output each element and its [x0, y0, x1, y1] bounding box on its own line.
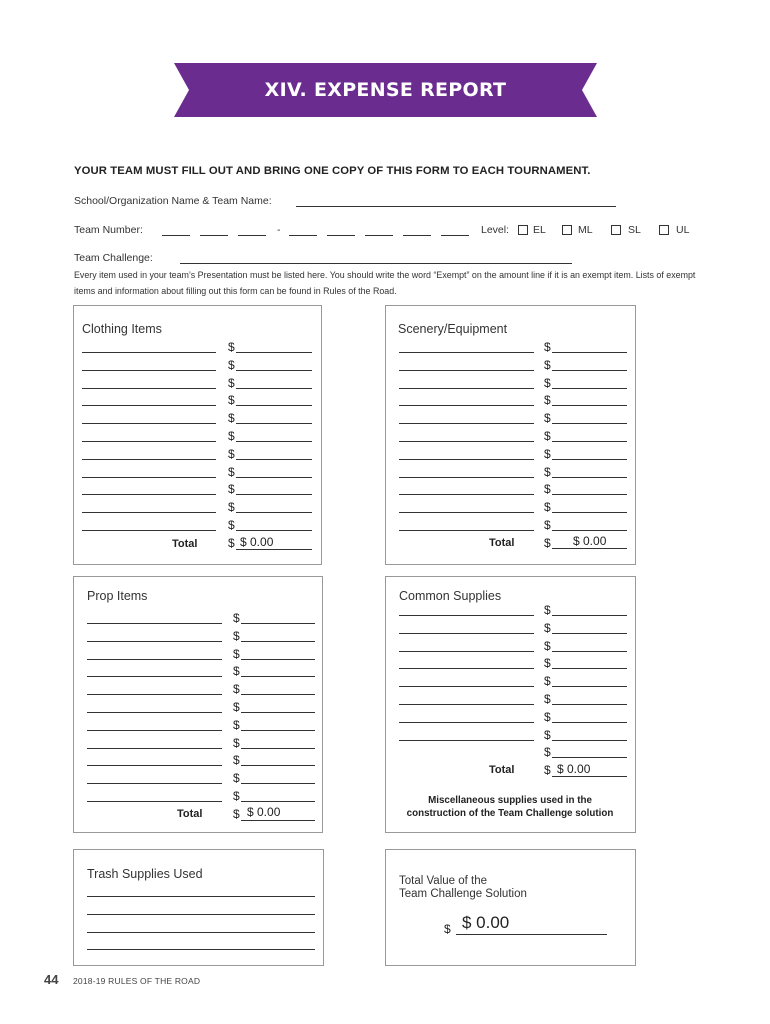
scenery-amount-line[interactable] [552, 423, 627, 424]
common-amount-dollar: $ [544, 674, 551, 689]
common-amount-line[interactable] [552, 633, 627, 634]
clothing-item-line[interactable] [82, 459, 216, 460]
scenery-amount-line[interactable] [552, 352, 627, 353]
common-amount-line[interactable] [552, 704, 627, 705]
scenery-item-line[interactable] [399, 441, 534, 442]
scenery-item-line[interactable] [399, 494, 534, 495]
clothing-amount-dollar: $ [228, 357, 235, 372]
clothing-amount-dollar: $ [228, 500, 235, 515]
clothing-amount-line[interactable] [236, 441, 312, 442]
clothing-item-line[interactable] [82, 388, 216, 389]
clothing-amount-dollar: $ [228, 393, 235, 408]
total-value-dollar: $ [444, 922, 451, 936]
footer-title: 2018-19 RULES OF THE ROAD [73, 976, 201, 986]
common-item-line[interactable] [399, 704, 534, 705]
scenery-amount-dollar: $ [544, 464, 551, 479]
prop-item-line[interactable] [87, 783, 222, 784]
clothing-amount-line[interactable] [236, 494, 312, 495]
scenery-amount-line[interactable] [552, 370, 627, 371]
total-value-box [385, 849, 636, 966]
scenery-item-line[interactable] [399, 512, 534, 513]
prop-amount-dollar: $ [233, 735, 240, 750]
scenery-item-line[interactable] [399, 477, 534, 478]
scenery-amount-dollar: $ [544, 357, 551, 372]
scenery-amount-line[interactable] [552, 405, 627, 406]
section-banner [174, 63, 597, 117]
prop-amount-dollar: $ [233, 789, 240, 803]
prop-amount-line[interactable] [241, 641, 315, 642]
team-challenge-field[interactable] [180, 263, 572, 264]
scenery-total-dollar: $ [544, 536, 551, 550]
scenery-total-label: Total [489, 537, 515, 549]
clothing-total-value[interactable]: $ 0.00 [240, 535, 274, 549]
clothing-amount-dollar: $ [228, 464, 235, 479]
common-total-line [552, 776, 627, 777]
common-amount-line[interactable] [552, 651, 627, 652]
prop-amount-dollar: $ [233, 700, 240, 714]
common-amount-line[interactable] [552, 686, 627, 687]
prop-item-line[interactable] [87, 659, 222, 660]
prop-amount-line[interactable] [241, 676, 315, 677]
common-amount-dollar: $ [544, 656, 551, 671]
clothing-amount-line[interactable] [236, 530, 312, 531]
team-number-digit[interactable] [327, 235, 355, 236]
prop-item-line[interactable] [87, 801, 222, 802]
total-value-amount[interactable]: $ 0.00 [462, 913, 510, 932]
scenery-amount-line[interactable] [552, 512, 627, 513]
prop-amount-dollar: $ [233, 664, 240, 679]
clothing-amount-line[interactable] [236, 405, 312, 406]
scenery-amount-dollar: $ [544, 429, 551, 443]
prop-amount-dollar: $ [233, 611, 240, 625]
clothing-total-dollar: $ [228, 536, 235, 550]
level-ul-checkbox[interactable] [659, 225, 669, 235]
common-amount-dollar: $ [544, 727, 551, 742]
prop-items-title: Prop Items [87, 589, 148, 603]
team-number-dash: - [277, 224, 281, 236]
scenery-item-line[interactable] [399, 459, 534, 460]
scenery-amount-dollar: $ [544, 446, 551, 461]
prop-total-label: Total [177, 808, 203, 820]
prop-item-line[interactable] [87, 694, 222, 695]
prop-amount-line[interactable] [241, 783, 315, 784]
trash-supplies-line[interactable] [87, 949, 315, 950]
scenery-total-value[interactable]: $ 0.00 [573, 534, 607, 548]
common-item-line[interactable] [399, 615, 534, 616]
common-amount-dollar: $ [544, 603, 551, 617]
clothing-amount-line[interactable] [236, 512, 312, 513]
clothing-amount-line[interactable] [236, 423, 312, 424]
clothing-amount-dollar: $ [228, 375, 235, 390]
trash-supplies-line[interactable] [87, 896, 315, 897]
scenery-amount-dollar: $ [544, 375, 551, 390]
team-number-digit[interactable] [238, 235, 266, 236]
scenery-equipment-box [385, 305, 636, 565]
scenery-item-line[interactable] [399, 530, 534, 531]
school-name-label: School/Organization Name & Team Name: [74, 195, 272, 207]
common-item-line[interactable] [399, 633, 534, 634]
common-amount-line[interactable] [552, 615, 627, 616]
team-number-digit[interactable] [289, 235, 317, 236]
level-ul-label: UL [676, 224, 690, 236]
common-amount-dollar: $ [544, 620, 551, 635]
clothing-amount-line[interactable] [236, 388, 312, 389]
prop-item-line[interactable] [87, 712, 222, 713]
level-ml-label: ML [578, 224, 593, 236]
prop-amount-line[interactable] [241, 623, 315, 624]
prop-amount-dollar: $ [233, 628, 240, 643]
scenery-item-line[interactable] [399, 388, 534, 389]
team-number-digit[interactable] [365, 235, 393, 236]
page-title: XIV. EXPENSE REPORT [264, 79, 507, 101]
prop-amount-dollar: $ [233, 771, 240, 786]
scenery-amount-dollar: $ [544, 518, 551, 532]
clothing-item-line[interactable] [82, 405, 216, 406]
scenery-amount-line[interactable] [552, 459, 627, 460]
total-value-title-line2: Team Challenge Solution [399, 888, 527, 900]
prop-amount-dollar: $ [233, 646, 240, 661]
prop-total-value[interactable]: $ 0.00 [247, 805, 281, 819]
instruction-headline: YOUR TEAM MUST FILL OUT AND BRING ONE COPY OF THIS FORM TO EACH TOURNAMENT. [74, 165, 591, 177]
common-item-line[interactable] [399, 686, 534, 687]
scenery-amount-dollar: $ [544, 482, 551, 497]
clothing-item-line[interactable] [82, 477, 216, 478]
level-label: Level: [481, 224, 510, 236]
team-number-digit[interactable] [162, 235, 190, 236]
total-value-title-line1: Total Value of the [399, 875, 488, 887]
common-item-line[interactable] [399, 651, 534, 652]
clothing-items-title: Clothing Items [82, 322, 162, 336]
prop-amount-dollar: $ [233, 682, 240, 697]
common-amount-line[interactable] [552, 722, 627, 723]
exempt-note: Every item used in your team’s Presentation must be listed here. You should write the word “Exempt” on the amount line if it is an exempt item. Lists of exempt items and information about filling out this form can be found in Rules of the Road. [74, 270, 696, 296]
common-amount-line[interactable] [552, 740, 627, 741]
scenery-item-line[interactable] [399, 352, 534, 353]
misc-supplies-note-line1: Miscellaneous supplies used in the [428, 795, 592, 806]
prop-amount-line[interactable] [241, 659, 315, 660]
prop-item-line[interactable] [87, 641, 222, 642]
level-sl-label: SL [628, 224, 641, 236]
clothing-amount-line[interactable] [236, 370, 312, 371]
common-item-line[interactable] [399, 722, 534, 723]
clothing-amount-dollar: $ [228, 429, 235, 443]
clothing-total-label: Total [172, 538, 198, 550]
school-name-field[interactable] [296, 206, 616, 207]
common-item-line[interactable] [399, 740, 534, 741]
scenery-amount-dollar: $ [544, 411, 551, 426]
clothing-amount-dollar: $ [228, 482, 235, 497]
team-number-digit[interactable] [403, 235, 431, 236]
common-total-dollar: $ [544, 763, 551, 777]
common-amount-dollar: $ [544, 745, 551, 760]
scenery-item-line[interactable] [399, 423, 534, 424]
prop-amount-line[interactable] [241, 765, 315, 766]
scenery-amount-line[interactable] [552, 530, 627, 531]
scenery-amount-dollar: $ [544, 500, 551, 515]
prop-item-line[interactable] [87, 676, 222, 677]
prop-total-dollar: $ [233, 807, 240, 821]
team-number-label: Team Number: [74, 224, 143, 236]
scenery-equipment-title: Scenery/Equipment [398, 322, 508, 336]
clothing-item-line[interactable] [82, 530, 216, 531]
trash-supplies-title: Trash Supplies Used [87, 867, 203, 881]
scenery-amount-line[interactable] [552, 477, 627, 478]
scenery-item-line[interactable] [399, 370, 534, 371]
clothing-amount-dollar: $ [228, 518, 235, 532]
prop-amount-line[interactable] [241, 730, 315, 731]
common-total-label: Total [489, 764, 515, 776]
common-amount-dollar: $ [544, 709, 551, 724]
scenery-amount-line[interactable] [552, 494, 627, 495]
prop-item-line[interactable] [87, 623, 222, 624]
team-number-digit[interactable] [441, 235, 469, 236]
scenery-amount-line[interactable] [552, 388, 627, 389]
misc-supplies-note-line2: construction of the Team Challenge solution [406, 808, 614, 819]
team-challenge-label: Team Challenge: [74, 252, 153, 264]
common-amount-line[interactable] [552, 668, 627, 669]
clothing-item-line[interactable] [82, 370, 216, 371]
total-value-line [456, 934, 607, 935]
clothing-amount-dollar: $ [228, 411, 235, 426]
prop-amount-dollar: $ [233, 753, 240, 768]
common-amount-dollar: $ [544, 692, 551, 706]
common-item-line[interactable] [399, 668, 534, 669]
scenery-amount-dollar: $ [544, 393, 551, 408]
prop-amount-line[interactable] [241, 748, 315, 749]
prop-amount-dollar: $ [233, 717, 240, 732]
page-number: 44 [44, 972, 59, 987]
level-el-label: EL [533, 224, 546, 236]
level-sl-checkbox[interactable] [611, 225, 621, 235]
common-supplies-title: Common Supplies [399, 589, 502, 603]
prop-item-line[interactable] [87, 765, 222, 766]
common-total-value[interactable]: $ 0.00 [557, 762, 591, 776]
clothing-item-line[interactable] [82, 352, 216, 353]
clothing-amount-dollar: $ [228, 340, 235, 354]
prop-amount-line[interactable] [241, 801, 315, 802]
clothing-item-line[interactable] [82, 512, 216, 513]
clothing-amount-line[interactable] [236, 459, 312, 460]
common-amount-dollar: $ [544, 638, 551, 653]
clothing-item-line[interactable] [82, 441, 216, 442]
level-ml-checkbox[interactable] [562, 225, 572, 235]
scenery-amount-dollar: $ [544, 340, 551, 354]
clothing-total-line [236, 549, 312, 550]
prop-items-box [73, 576, 323, 833]
scenery-item-line[interactable] [399, 405, 534, 406]
trash-supplies-line[interactable] [87, 932, 315, 933]
scenery-total-line [552, 548, 627, 549]
clothing-item-line[interactable] [82, 494, 216, 495]
clothing-items-box [73, 305, 322, 565]
prop-item-line[interactable] [87, 748, 222, 749]
prop-item-line[interactable] [87, 730, 222, 731]
prop-amount-line[interactable] [241, 712, 315, 713]
clothing-item-line[interactable] [82, 423, 216, 424]
prop-total-line [241, 820, 315, 821]
clothing-amount-line[interactable] [236, 352, 312, 353]
common-amount-line[interactable] [552, 757, 627, 758]
prop-amount-line[interactable] [241, 694, 315, 695]
level-el-checkbox[interactable] [518, 225, 528, 235]
team-number-digit[interactable] [200, 235, 228, 236]
clothing-amount-dollar: $ [228, 446, 235, 461]
scenery-amount-line[interactable] [552, 441, 627, 442]
clothing-amount-line[interactable] [236, 477, 312, 478]
trash-supplies-line[interactable] [87, 914, 315, 915]
